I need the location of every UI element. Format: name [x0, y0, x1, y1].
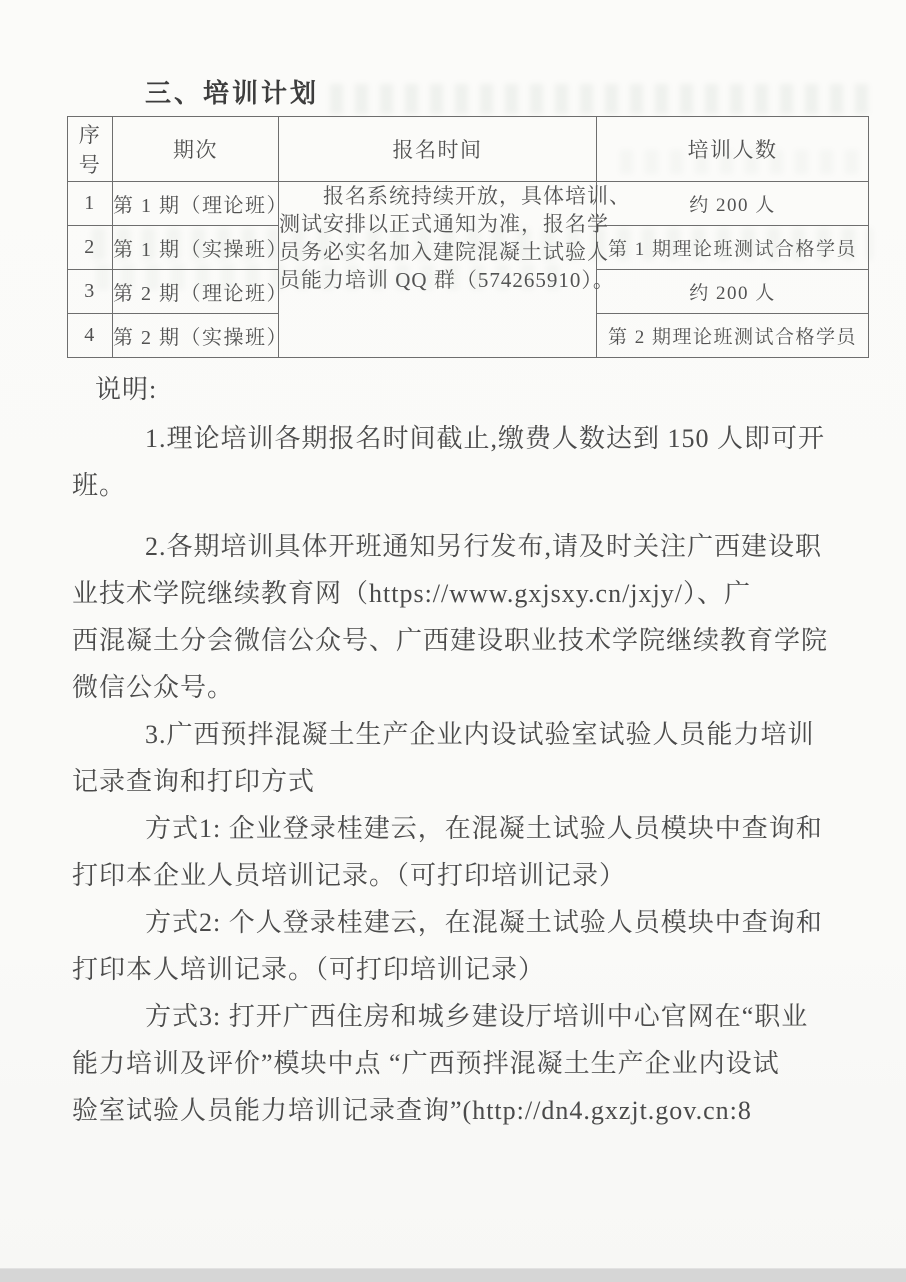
notes-label: 说明:: [95, 375, 158, 404]
notes-section: [72, 366, 906, 1134]
registration-note-line: 报名系统持续开放，具体培训、: [323, 184, 631, 208]
registration-note-line: 员务必实名加入建院混凝土试验人: [279, 240, 609, 264]
text-line: 业技术学院继续教育网（https://www.gxjsxy.cn/jxjy/）、广: [72, 579, 751, 608]
column-header-no: 序号: [68, 117, 113, 182]
cell-registration-note: [279, 182, 631, 358]
text-line: 微信公众号。: [72, 673, 235, 702]
text-line: 验室试验人员能力培训记录查询”(http://dn4.gxzjt.gov.cn:8: [72, 1096, 752, 1125]
cell-no: 2: [68, 226, 113, 270]
scan-page-edge: [0, 1268, 906, 1282]
text-line: 记录查询和打印方式: [72, 767, 316, 796]
cell-period: 第 2 期（理论班）: [113, 270, 279, 314]
cell-trainee-count: 约 200 人: [597, 270, 869, 314]
text-line: 方式3: 打开广西住房和城乡建设厅培训中心官网在“职业: [145, 1002, 809, 1031]
text-line: 3.广西预拌混凝土生产企业内设试验室试验人员能力培训: [145, 720, 815, 749]
section-title: 三、培训计划: [145, 78, 320, 108]
note-paragraph-2: [72, 523, 906, 711]
column-header-period: 期次: [113, 117, 279, 182]
cell-trainee-count: 约 200 人: [597, 182, 869, 226]
text-line: 打印本企业人员培训记录。（可打印培训记录）: [72, 861, 627, 890]
registration-note-line: 测试安排以正式通知为准，报名学: [279, 212, 609, 236]
text-line: 方式2: 个人登录桂建云，在混凝土试验人员模块中查询和: [145, 908, 823, 937]
cell-period: 第 2 期（实操班）: [113, 314, 279, 358]
text-line: 方式1: 企业登录桂建云，在混凝土试验人员模块中查询和: [145, 814, 823, 843]
cell-period: 第 1 期（理论班）: [113, 182, 279, 226]
text-line: 2.各期培训具体开班通知另行发布,请及时关注广西建设职: [145, 532, 823, 561]
text-line: 西混凝土分会微信公众号、广西建设职业技术学院继续教育学院: [72, 626, 829, 655]
method-3-paragraph: [72, 993, 906, 1134]
cell-trainee-count: 第 2 期理论班测试合格学员: [597, 314, 869, 358]
cell-no: 1: [68, 182, 113, 226]
note-paragraph-3: [72, 711, 906, 805]
text-line: 1.理论培训各期报名时间截止,缴费人数达到 150 人即可开: [145, 424, 826, 453]
training-plan-table: [67, 116, 869, 358]
text-line: 打印本人培训记录。（可打印培训记录）: [72, 955, 546, 984]
column-header-registration-time: 报名时间: [279, 117, 597, 182]
registration-note-line: 员能力培训 QQ 群（574265910）。: [279, 268, 615, 292]
text-line: 班。: [72, 471, 127, 500]
cell-no: 4: [68, 314, 113, 358]
note-paragraph-1: [72, 415, 906, 509]
method-2-paragraph: [72, 899, 906, 993]
text-line: 能力培训及评价”模块中点 “广西预拌混凝土生产企业内设试: [72, 1049, 780, 1078]
cell-trainee-count: 第 1 期理论班测试合格学员: [597, 226, 869, 270]
column-header-trainee-count: 培训人数: [597, 117, 869, 182]
table-header-row: [68, 117, 869, 182]
method-1-paragraph: [72, 805, 906, 899]
cell-no: 3: [68, 270, 113, 314]
table-row: [68, 182, 869, 226]
cell-period: 第 1 期（实操班）: [113, 226, 279, 270]
